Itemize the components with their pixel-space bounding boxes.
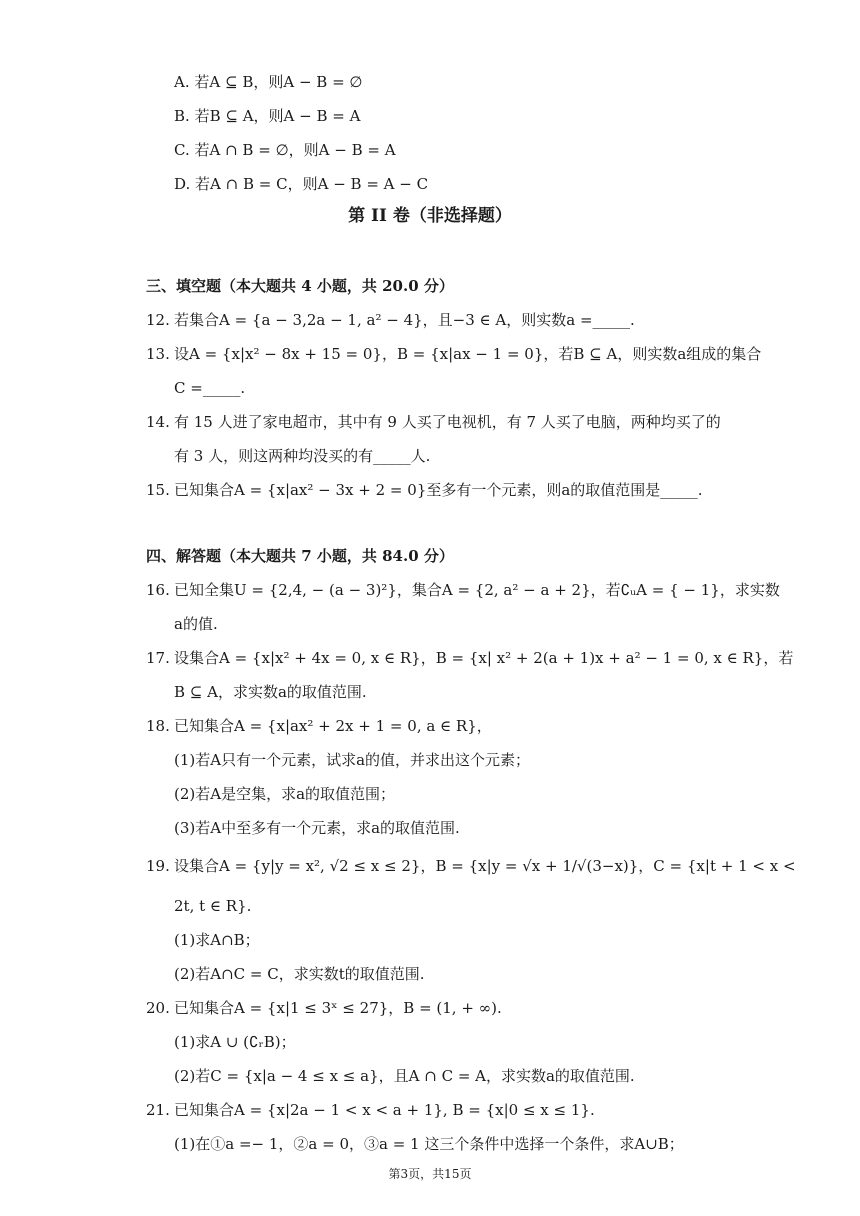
question-text: 有 15 人进了家电超市，其中有 9 人买了电视机，有 7 人买了电脑，两种均买了的 <box>174 413 721 431</box>
section-title-solutions: 四、解答题（本大题共 7 小题，共 84.0 分） <box>146 547 454 565</box>
question-number: 20. <box>146 999 170 1017</box>
sub-question: (1)求A∩B； <box>174 931 260 949</box>
question-text: 设集合A = {y|y = x², √2 ≤ x ≤ 2}，B = {x|y = √x + 1/√(3−x)}，C = {x|t + 1 < x < <box>174 857 796 875</box>
option-label: A. <box>174 73 190 91</box>
question-text: 已知集合A = {x|2a − 1 < x < a + 1}, B = {x|0 ≤ x ≤ 1}. <box>174 1101 595 1119</box>
question-number: 19. <box>146 857 170 875</box>
page-footer: 第3页，共15页 <box>388 1167 472 1181</box>
question-text: 若集合A = {a − 3,2a − 1, a² − 4}，且−3 ∈ A，则实数a =_____. <box>174 311 635 329</box>
question-number: 14. <box>146 413 170 431</box>
sub-question: (3)若A中至多有一个元素，求a的取值范围. <box>174 819 460 837</box>
question-number: 16. <box>146 581 170 599</box>
question-number: 17. <box>146 649 170 667</box>
sub-question: (2)若C = {x|a − 4 ≤ x ≤ a}，且A ∩ C = A，求实数a的取值范围. <box>174 1067 635 1085</box>
question-number: 15. <box>146 481 170 499</box>
part-title: 第 II 卷（非选择题） <box>348 206 512 226</box>
option-a <box>174 72 362 92</box>
option-b <box>174 106 360 126</box>
question-text-continued: B ⊆ A，求实数a的取值范围. <box>174 683 367 701</box>
question-number: 18. <box>146 717 170 735</box>
option-d <box>174 174 428 194</box>
option-text: 若A ∩ B = ∅，则A − B = A <box>194 141 396 159</box>
question-text: 设A = {x|x² − 8x + 15 = 0}，B = {x|ax − 1 = 0}，若B ⊆ A，则实数a组成的集合 <box>174 345 762 363</box>
question-text-continued: 2t, t ∈ R}. <box>174 897 252 915</box>
question-text-continued: C =_____. <box>174 379 246 397</box>
option-label: B. <box>174 107 190 125</box>
sub-question: (2)若A∩C = C，求实数t的取值范围. <box>174 965 425 983</box>
sub-question: (1)求A ∪ (∁ᵣB)； <box>174 1033 296 1051</box>
option-c <box>174 140 396 160</box>
question-text: 设集合A = {x|x² + 4x = 0, x ∈ R}，B = {x| x² + 2(a + 1)x + a² − 1 = 0, x ∈ R}，若 <box>174 649 794 667</box>
option-label: D. <box>174 175 191 193</box>
sub-question: (1)若A只有一个元素，试求a的值，并求出这个元素； <box>174 751 531 769</box>
question-number: 21. <box>146 1101 170 1119</box>
option-text: 若B ⊆ A，则A − B = A <box>194 107 361 125</box>
question-text: 已知集合A = {x|ax² + 2x + 1 = 0, a ∈ R}， <box>174 717 492 735</box>
question-text-continued: a的值. <box>174 615 218 633</box>
option-label: C. <box>174 141 190 159</box>
sub-question: (1)在①a =− 1，②a = 0，③a = 1 这三个条件中选择一个条件，求A∪B； <box>174 1135 684 1153</box>
option-text: 若A ∩ B = C，则A − B = A − C <box>195 175 429 193</box>
question-text: 已知全集U = {2,4, − (a − 3)²}，集合A = {2, a² − a + 2}，若∁ᵤA = { − 1}，求实数 <box>174 581 780 599</box>
question-number: 13. <box>146 345 170 363</box>
question-text: 已知集合A = {x|ax² − 3x + 2 = 0}至多有一个元素，则a的取值范围是_____. <box>174 481 703 499</box>
section-title-fill-in: 三、填空题（本大题共 4 小题，共 20.0 分） <box>146 277 454 295</box>
option-text: 若A ⊆ B，则A − B = ∅ <box>194 73 363 91</box>
question-text-continued: 有 3 人，则这两种均没买的有_____人. <box>174 447 431 465</box>
sub-question: (2)若A是空集，求a的取值范围； <box>174 785 396 803</box>
question-text: 已知集合A = {x|1 ≤ 3ˣ ≤ 27}，B = (1, + ∞). <box>174 999 502 1017</box>
question-number: 12. <box>146 311 170 329</box>
